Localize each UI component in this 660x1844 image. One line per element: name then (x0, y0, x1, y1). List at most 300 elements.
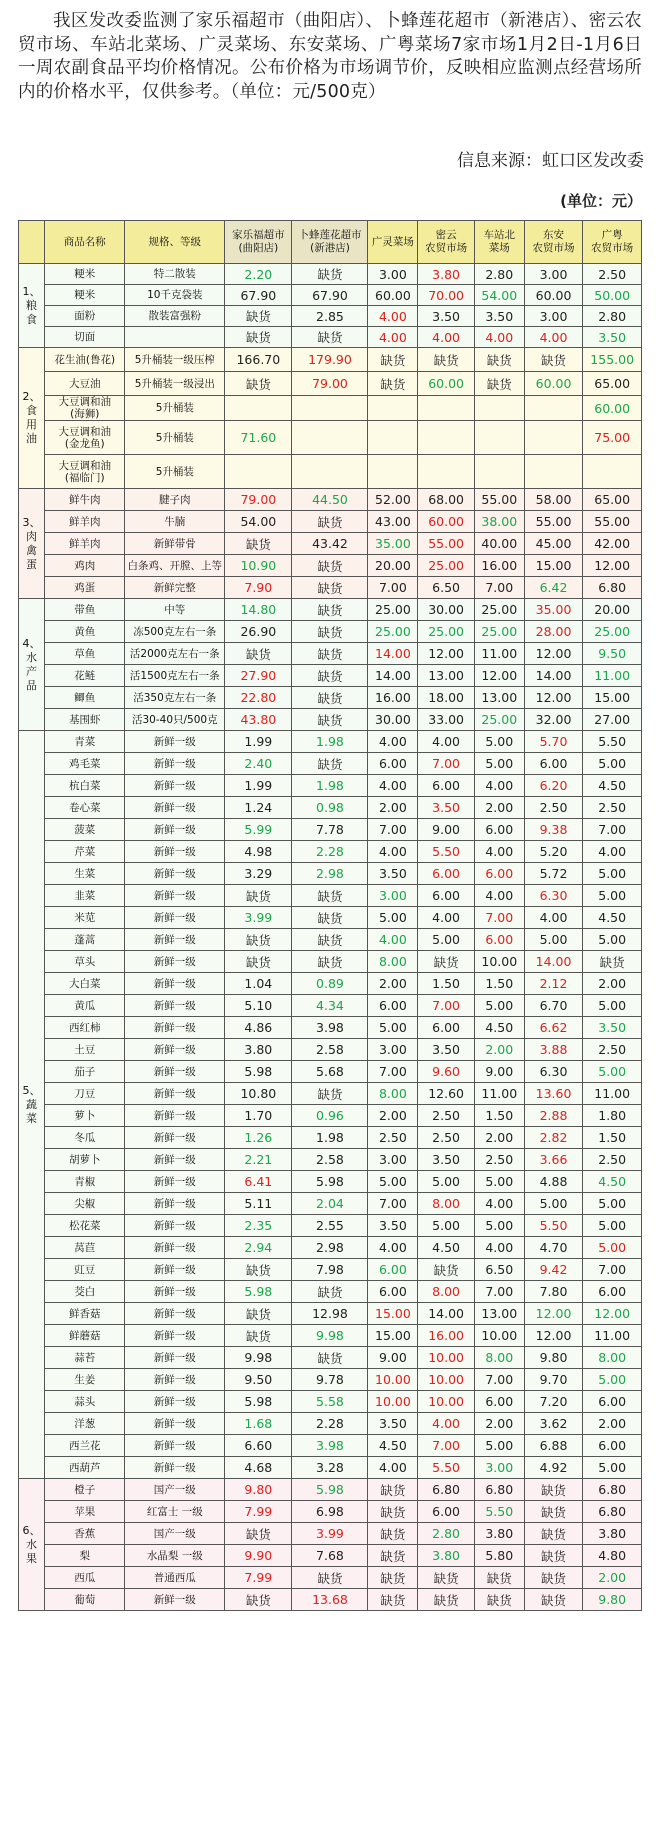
price-cell: 4.00 (474, 885, 524, 907)
item-name: 尖椒 (45, 1193, 125, 1215)
price-cell: 7.00 (474, 1369, 524, 1391)
price-cell: 7.00 (368, 819, 418, 841)
price-cell: 179.90 (292, 348, 368, 372)
table-row (19, 489, 642, 511)
price-cell: 7.00 (368, 1061, 418, 1083)
item-name: 大豆油 (45, 372, 125, 396)
price-cell: 5.98 (225, 1061, 292, 1083)
item-spec: 新鲜一级 (125, 1457, 225, 1479)
table-row (19, 797, 642, 819)
price-cell: 4.00 (368, 327, 418, 348)
price-cell: 2.00 (368, 973, 418, 995)
price-cell: 缺货 (292, 1083, 368, 1105)
item-spec: 新鲜一级 (125, 1369, 225, 1391)
price-cell (292, 396, 368, 421)
price-cell: 3.00 (524, 264, 583, 285)
price-cell: 6.00 (418, 885, 474, 907)
price-cell: 2.40 (225, 753, 292, 775)
price-cell: 79.00 (225, 489, 292, 511)
item-name: 鸡毛菜 (45, 753, 125, 775)
price-cell: 10.00 (418, 1391, 474, 1413)
price-cell: 缺货 (292, 929, 368, 951)
price-cell: 2.00 (474, 1413, 524, 1435)
price-cell: 5.00 (583, 929, 642, 951)
price-cell: 5.10 (225, 995, 292, 1017)
item-spec: 中等 (125, 599, 225, 621)
item-spec: 新鲜一级 (125, 973, 225, 995)
item-spec: 新鲜一级 (125, 885, 225, 907)
table-row (19, 1171, 642, 1193)
intro-text: 我区发改委监测了家乐福超市（曲阳店）、卜蜂莲花超市（新港店）、密云农贸市场、车站北菜场、广灵菜场、东安菜场、广粤菜场7家市场1月2日-1月6日一周农副食品平均价格情况。公布价格为市场调节价，反映相应监测点经营场所内的价格水平，仅供参考。（单位：元/500克） (18, 11, 642, 102)
price-cell: 2.58 (292, 1039, 368, 1061)
price-cell: 4.50 (418, 1237, 474, 1259)
price-cell (368, 396, 418, 421)
table-row (19, 951, 642, 973)
price-cell: 2.82 (524, 1127, 583, 1149)
table-row (19, 1061, 642, 1083)
price-cell: 6.50 (418, 577, 474, 599)
price-cell: 9.80 (225, 1479, 292, 1501)
price-cell: 2.50 (583, 1039, 642, 1061)
item-spec: 白条鸡、开膛、上等 (125, 555, 225, 577)
price-cell (418, 455, 474, 489)
price-cell: 4.00 (474, 775, 524, 797)
item-spec: 新鲜一级 (125, 1215, 225, 1237)
header-dongan: 东安 农贸市场 (524, 221, 583, 264)
item-spec: 新鲜一级 (125, 1303, 225, 1325)
item-name: 蒜头 (45, 1391, 125, 1413)
price-cell: 4.00 (524, 907, 583, 929)
item-spec: 新鲜一级 (125, 1281, 225, 1303)
table-row (19, 621, 642, 643)
price-cell: 16.00 (474, 555, 524, 577)
table-row (19, 1501, 642, 1523)
price-cell: 4.00 (368, 775, 418, 797)
price-cell (292, 421, 368, 455)
price-cell: 6.00 (418, 1017, 474, 1039)
item-name: 鸡蛋 (45, 577, 125, 599)
price-cell: 8.00 (418, 1193, 474, 1215)
table-row (19, 1259, 642, 1281)
price-cell: 7.00 (418, 1435, 474, 1457)
price-cell: 5.50 (418, 1457, 474, 1479)
price-cell: 缺货 (292, 555, 368, 577)
item-name: 蓬蒿 (45, 929, 125, 951)
item-spec: 新鲜一级 (125, 951, 225, 973)
price-cell: 32.00 (524, 709, 583, 731)
price-cell: 3.80 (583, 1523, 642, 1545)
price-cell: 1.68 (225, 1413, 292, 1435)
price-cell (225, 455, 292, 489)
price-cell: 5.00 (368, 1171, 418, 1193)
item-name: 菠菜 (45, 819, 125, 841)
header-carrefour: 家乐福超市 (曲阳店) (225, 221, 292, 264)
price-cell: 12.00 (583, 1303, 642, 1325)
price-cell: 5.50 (418, 841, 474, 863)
price-cell: 25.00 (418, 555, 474, 577)
item-name: 冬瓜 (45, 1127, 125, 1149)
price-cell: 缺货 (225, 327, 292, 348)
item-spec: 红富士 一级 (125, 1501, 225, 1523)
price-cell: 1.70 (225, 1105, 292, 1127)
price-cell: 13.00 (418, 665, 474, 687)
price-cell: 7.99 (225, 1501, 292, 1523)
price-cell: 缺货 (474, 372, 524, 396)
price-cell: 3.88 (524, 1039, 583, 1061)
price-cell: 6.62 (524, 1017, 583, 1039)
table-row (19, 348, 642, 372)
price-cell: 3.50 (418, 1039, 474, 1061)
price-cell: 25.00 (368, 621, 418, 643)
item-name: 西葫芦 (45, 1457, 125, 1479)
item-name: 西兰花 (45, 1435, 125, 1457)
item-name: 鲜牛肉 (45, 489, 125, 511)
table-row (19, 1567, 642, 1589)
price-cell: 缺货 (418, 1567, 474, 1589)
price-cell: 4.00 (418, 907, 474, 929)
item-name: 粳米 (45, 264, 125, 285)
price-cell (368, 421, 418, 455)
item-spec: 5升桶装 (125, 421, 225, 455)
price-cell: 缺货 (418, 1259, 474, 1281)
price-cell: 10.00 (418, 1369, 474, 1391)
price-cell: 5.00 (583, 1061, 642, 1083)
price-cell: 8.00 (583, 1347, 642, 1369)
price-cell: 55.00 (474, 489, 524, 511)
price-cell (524, 421, 583, 455)
price-cell: 3.99 (292, 1523, 368, 1545)
price-cell: 2.35 (225, 1215, 292, 1237)
item-spec: 新鲜一级 (125, 995, 225, 1017)
price-cell: 5.00 (583, 1457, 642, 1479)
price-cell: 25.00 (368, 599, 418, 621)
price-cell: 9.80 (583, 1589, 642, 1611)
price-cell: 2.28 (292, 841, 368, 863)
price-cell: 1.80 (583, 1105, 642, 1127)
price-cell: 12.00 (524, 643, 583, 665)
price-cell: 3.99 (225, 907, 292, 929)
item-name: 洋葱 (45, 1413, 125, 1435)
price-cell: 缺货 (474, 1567, 524, 1589)
item-spec: 新鲜一级 (125, 907, 225, 929)
table-row (19, 1479, 642, 1501)
price-cell: 2.80 (418, 1523, 474, 1545)
header-chezhanbei: 车站北 菜场 (474, 221, 524, 264)
item-spec: 5升桶装 (125, 455, 225, 489)
item-spec: 新鲜一级 (125, 775, 225, 797)
category-cell: 3、 肉 禽 蛋 (19, 489, 45, 599)
table-row (19, 775, 642, 797)
price-cell: 7.00 (418, 753, 474, 775)
price-cell (474, 396, 524, 421)
price-cell: 4.98 (225, 841, 292, 863)
price-cell: 9.98 (225, 1347, 292, 1369)
price-cell: 2.94 (225, 1237, 292, 1259)
price-cell: 4.34 (292, 995, 368, 1017)
price-cell: 6.80 (474, 1479, 524, 1501)
price-cell: 2.00 (583, 973, 642, 995)
price-cell: 14.80 (225, 599, 292, 621)
price-cell: 9.42 (524, 1259, 583, 1281)
table-body (19, 264, 642, 1611)
price-cell: 60.00 (418, 511, 474, 533)
price-cell: 缺货 (418, 1589, 474, 1611)
price-cell: 5.00 (474, 1171, 524, 1193)
price-cell: 60.00 (524, 285, 583, 306)
price-cell: 50.00 (583, 285, 642, 306)
price-cell: 5.98 (292, 1479, 368, 1501)
item-name: 切面 (45, 327, 125, 348)
item-spec: 活2000克左右一条 (125, 643, 225, 665)
table-row (19, 421, 642, 455)
price-cell: 5.00 (524, 1193, 583, 1215)
price-cell: 25.00 (474, 599, 524, 621)
item-spec: 特二散装 (125, 264, 225, 285)
item-name: 生菜 (45, 863, 125, 885)
price-cell: 2.21 (225, 1149, 292, 1171)
price-cell: 2.50 (583, 1149, 642, 1171)
price-cell: 6.00 (368, 1281, 418, 1303)
price-cell: 16.00 (368, 687, 418, 709)
price-cell: 4.50 (583, 1171, 642, 1193)
price-cell: 0.98 (292, 797, 368, 819)
price-cell: 35.00 (368, 533, 418, 555)
price-cell: 43.00 (368, 511, 418, 533)
price-cell: 4.00 (368, 306, 418, 327)
price-cell: 38.00 (474, 511, 524, 533)
price-cell: 6.20 (524, 775, 583, 797)
item-name: 大白菜 (45, 973, 125, 995)
price-cell: 缺货 (225, 1325, 292, 1347)
price-cell: 14.00 (418, 1303, 474, 1325)
item-spec: 国产一级 (125, 1479, 225, 1501)
table-row (19, 285, 642, 306)
price-cell: 4.00 (418, 731, 474, 753)
price-cell: 3.50 (583, 327, 642, 348)
table-row (19, 555, 642, 577)
table-row (19, 687, 642, 709)
item-name: 黄瓜 (45, 995, 125, 1017)
price-cell: 12.00 (418, 643, 474, 665)
item-spec: 新鲜一级 (125, 731, 225, 753)
price-cell: 9.00 (474, 1061, 524, 1083)
price-cell: 11.00 (583, 1325, 642, 1347)
price-cell: 缺货 (225, 885, 292, 907)
price-cell: 2.50 (524, 797, 583, 819)
price-cell: 4.00 (368, 929, 418, 951)
price-cell: 3.50 (368, 1215, 418, 1237)
price-cell: 7.00 (368, 577, 418, 599)
price-cell: 4.50 (474, 1017, 524, 1039)
price-cell: 14.00 (368, 643, 418, 665)
price-cell: 5.00 (583, 1369, 642, 1391)
price-cell: 6.30 (524, 1061, 583, 1083)
item-spec: 新鲜一级 (125, 1017, 225, 1039)
price-cell: 65.00 (583, 489, 642, 511)
table-row (19, 665, 642, 687)
table-row (19, 264, 642, 285)
price-cell: 1.50 (474, 1105, 524, 1127)
item-name: 芹菜 (45, 841, 125, 863)
item-name: 鲫鱼 (45, 687, 125, 709)
price-cell: 缺货 (368, 1523, 418, 1545)
price-cell: 2.98 (292, 1237, 368, 1259)
price-cell: 缺货 (292, 264, 368, 285)
price-cell: 12.00 (524, 1325, 583, 1347)
price-cell (418, 396, 474, 421)
item-name: 鸡肉 (45, 555, 125, 577)
item-name: 西瓜 (45, 1567, 125, 1589)
item-spec: 新鲜带骨 (125, 533, 225, 555)
price-cell: 5.70 (524, 731, 583, 753)
item-spec: 新鲜一级 (125, 1149, 225, 1171)
price-cell: 6.00 (474, 863, 524, 885)
price-cell: 2.50 (583, 264, 642, 285)
item-spec (125, 327, 225, 348)
price-cell: 5.11 (225, 1193, 292, 1215)
price-cell: 79.00 (292, 372, 368, 396)
table-row (19, 1589, 642, 1611)
price-cell: 5.00 (418, 929, 474, 951)
item-name: 梨 (45, 1545, 125, 1567)
item-spec: 新鲜一级 (125, 819, 225, 841)
item-spec: 新鲜一级 (125, 1083, 225, 1105)
item-name: 葡萄 (45, 1589, 125, 1611)
item-spec: 新鲜一级 (125, 1171, 225, 1193)
price-cell: 缺货 (292, 665, 368, 687)
item-spec: 新鲜一级 (125, 1127, 225, 1149)
price-cell: 4.00 (368, 731, 418, 753)
price-cell: 12.00 (524, 1303, 583, 1325)
item-name: 草鱼 (45, 643, 125, 665)
price-cell: 6.00 (524, 753, 583, 775)
table-row (19, 1347, 642, 1369)
price-cell: 5.00 (474, 995, 524, 1017)
item-spec: 活350克左右一条 (125, 687, 225, 709)
table-row (19, 577, 642, 599)
price-cell: 9.90 (225, 1545, 292, 1567)
price-cell: 9.50 (225, 1369, 292, 1391)
price-cell: 6.00 (583, 1435, 642, 1457)
price-cell: 12.60 (418, 1083, 474, 1105)
table-row (19, 396, 642, 421)
header-category (19, 221, 45, 264)
price-cell: 28.00 (524, 621, 583, 643)
price-cell: 9.98 (292, 1325, 368, 1347)
price-cell: 4.00 (583, 841, 642, 863)
header-guangyue: 广粤 农贸市场 (583, 221, 642, 264)
price-cell: 2.00 (474, 797, 524, 819)
price-cell (225, 396, 292, 421)
item-name: 米苋 (45, 907, 125, 929)
price-cell: 4.68 (225, 1457, 292, 1479)
item-spec: 5升桶装一级压榨 (125, 348, 225, 372)
price-cell: 5.68 (292, 1061, 368, 1083)
price-cell: 25.00 (583, 621, 642, 643)
category-cell: 5、 蔬 菜 (19, 731, 45, 1479)
table-row (19, 995, 642, 1017)
price-cell: 43.80 (225, 709, 292, 731)
price-cell: 4.50 (583, 775, 642, 797)
price-cell: 1.99 (225, 775, 292, 797)
item-spec: 新鲜一级 (125, 1589, 225, 1611)
price-cell: 6.80 (418, 1479, 474, 1501)
table-row (19, 1435, 642, 1457)
price-cell: 3.66 (524, 1149, 583, 1171)
price-cell: 5.00 (583, 1193, 642, 1215)
item-name: 橙子 (45, 1479, 125, 1501)
price-cell: 15.00 (524, 555, 583, 577)
table-row (19, 533, 642, 555)
price-cell: 71.60 (225, 421, 292, 455)
price-cell: 9.00 (368, 1347, 418, 1369)
price-cell: 15.00 (368, 1303, 418, 1325)
price-cell: 60.00 (583, 396, 642, 421)
price-cell: 7.68 (292, 1545, 368, 1567)
price-cell: 12.00 (583, 555, 642, 577)
price-cell: 8.00 (368, 951, 418, 973)
item-spec: 新鲜一级 (125, 1325, 225, 1347)
price-cell: 6.70 (524, 995, 583, 1017)
price-cell: 1.99 (225, 731, 292, 753)
price-cell: 4.70 (524, 1237, 583, 1259)
price-cell: 缺货 (225, 372, 292, 396)
price-cell: 缺货 (474, 348, 524, 372)
price-cell: 65.00 (583, 372, 642, 396)
item-name: 带鱼 (45, 599, 125, 621)
item-name: 青椒 (45, 1171, 125, 1193)
price-cell: 4.00 (368, 1237, 418, 1259)
price-cell: 155.00 (583, 348, 642, 372)
header-spec: 规格、等级 (125, 221, 225, 264)
price-cell: 2.58 (292, 1149, 368, 1171)
table-row (19, 1237, 642, 1259)
price-cell: 4.00 (474, 327, 524, 348)
item-name: 生姜 (45, 1369, 125, 1391)
price-cell: 缺货 (225, 1303, 292, 1325)
item-spec: 水晶梨 一级 (125, 1545, 225, 1567)
price-cell: 5.00 (474, 1215, 524, 1237)
price-cell: 1.98 (292, 775, 368, 797)
price-cell: 15.00 (583, 687, 642, 709)
price-cell: 0.96 (292, 1105, 368, 1127)
price-cell: 缺货 (583, 951, 642, 973)
intro-paragraph (18, 10, 642, 104)
price-cell: 0.89 (292, 973, 368, 995)
price-cell: 5.20 (524, 841, 583, 863)
price-cell (292, 455, 368, 489)
price-cell: 6.80 (583, 1479, 642, 1501)
price-cell: 2.20 (225, 264, 292, 285)
table-row (19, 907, 642, 929)
price-cell: 缺货 (418, 348, 474, 372)
price-cell: 缺货 (292, 753, 368, 775)
price-cell: 5.00 (368, 907, 418, 929)
price-cell: 5.98 (225, 1281, 292, 1303)
price-cell: 52.00 (368, 489, 418, 511)
price-cell: 8.00 (418, 1281, 474, 1303)
item-name: 大豆调和油 (金龙鱼) (45, 421, 125, 455)
table-row (19, 511, 642, 533)
price-cell: 5.50 (583, 731, 642, 753)
item-name: 青菜 (45, 731, 125, 753)
price-cell: 2.80 (474, 264, 524, 285)
table-row (19, 599, 642, 621)
item-spec: 新鲜一级 (125, 797, 225, 819)
price-cell: 25.00 (474, 709, 524, 731)
table-row (19, 885, 642, 907)
item-name: 松花菜 (45, 1215, 125, 1237)
